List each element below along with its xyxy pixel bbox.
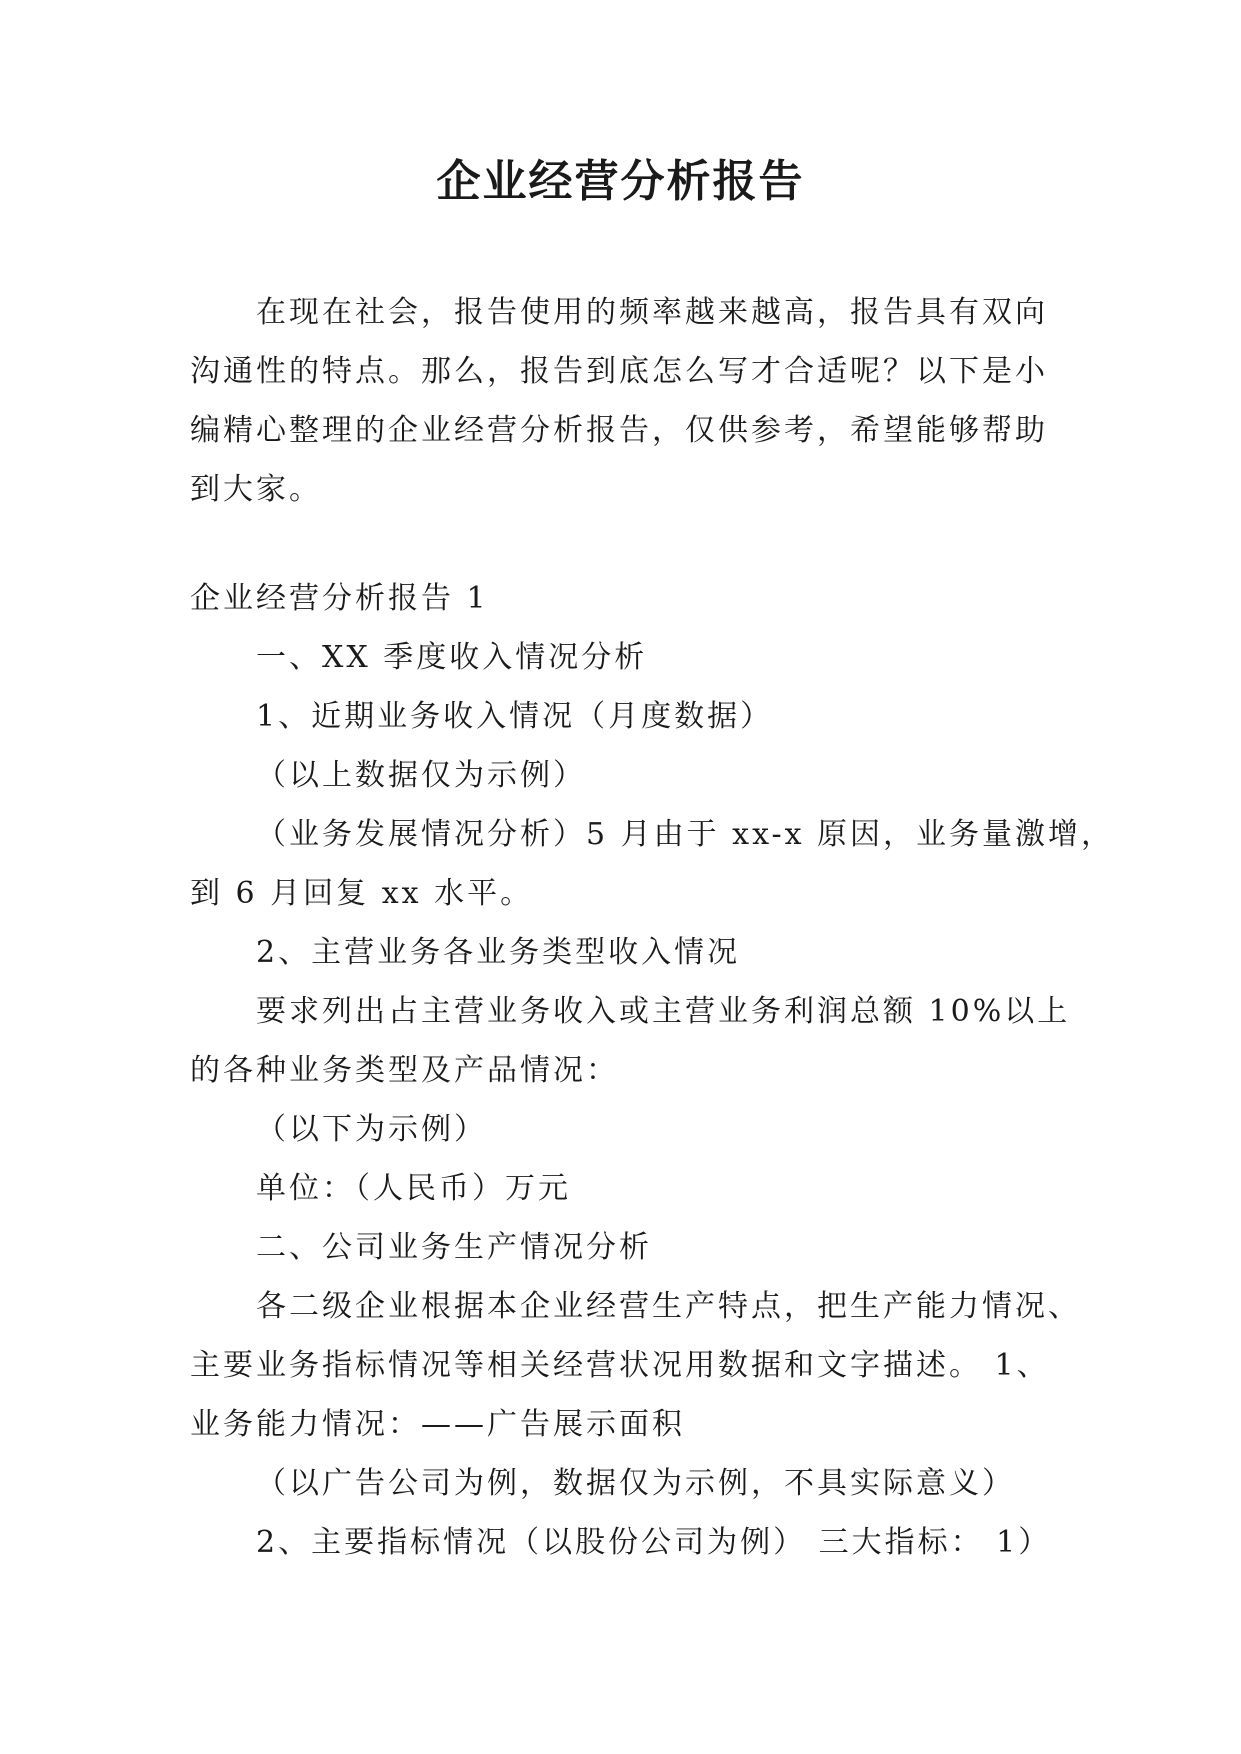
body-line: 单位：（人民币）万元 xyxy=(256,1171,571,1206)
body-line: 主要业务指标情况等相关经营状况用数据和文字描述。 1、 xyxy=(190,1348,1050,1383)
section-heading: 企业经营分析报告 1 xyxy=(190,581,489,616)
document-body xyxy=(190,283,1115,1572)
body-line: （业务发展情况分析）5 月由于 xx-x 原因，业务量激增， xyxy=(256,817,1115,852)
intro-line: 编精心整理的企业经营分析报告，仅供参考，希望能够帮助 xyxy=(190,413,1048,448)
body-line: 一、XX 季度收入情况分析 xyxy=(256,640,648,675)
body-line: 业务能力情况：——广告展示面积 xyxy=(190,1407,685,1442)
intro-line: 在现在社会，报告使用的频率越来越高，报告具有双向 xyxy=(256,295,1048,330)
body-line: 2、主营业务各业务类型收入情况 xyxy=(256,935,741,970)
document-title: 企业经营分析报告 xyxy=(436,156,805,207)
body-line: （以上数据仅为示例） xyxy=(256,758,586,793)
body-line: 二、公司业务生产情况分析 xyxy=(256,1230,652,1265)
body-line: （以下为示例） xyxy=(256,1112,487,1147)
body-line: 到 6 月回复 xx 水平。 xyxy=(190,876,534,911)
body-line: 要求列出占主营业务收入或主营业务利润总额 10%以上 xyxy=(256,994,1071,1029)
body-line: 1、近期业务收入情况（月度数据） xyxy=(256,699,774,734)
body-line: （以广告公司为例，数据仅为示例，不具实际意义） xyxy=(256,1466,1015,1501)
body-line: 各二级企业根据本企业经营生产特点，把生产能力情况、 xyxy=(256,1289,1081,1324)
intro-line: 沟通性的特点。那么，报告到底怎么写才合适呢？以下是小 xyxy=(190,354,1048,389)
body-line: 的各种业务类型及产品情况： xyxy=(190,1053,619,1088)
body-line: 2、主要指标情况（以股份公司为例） 三大指标： 1） xyxy=(256,1525,1052,1560)
intro-line: 到大家。 xyxy=(190,472,322,507)
